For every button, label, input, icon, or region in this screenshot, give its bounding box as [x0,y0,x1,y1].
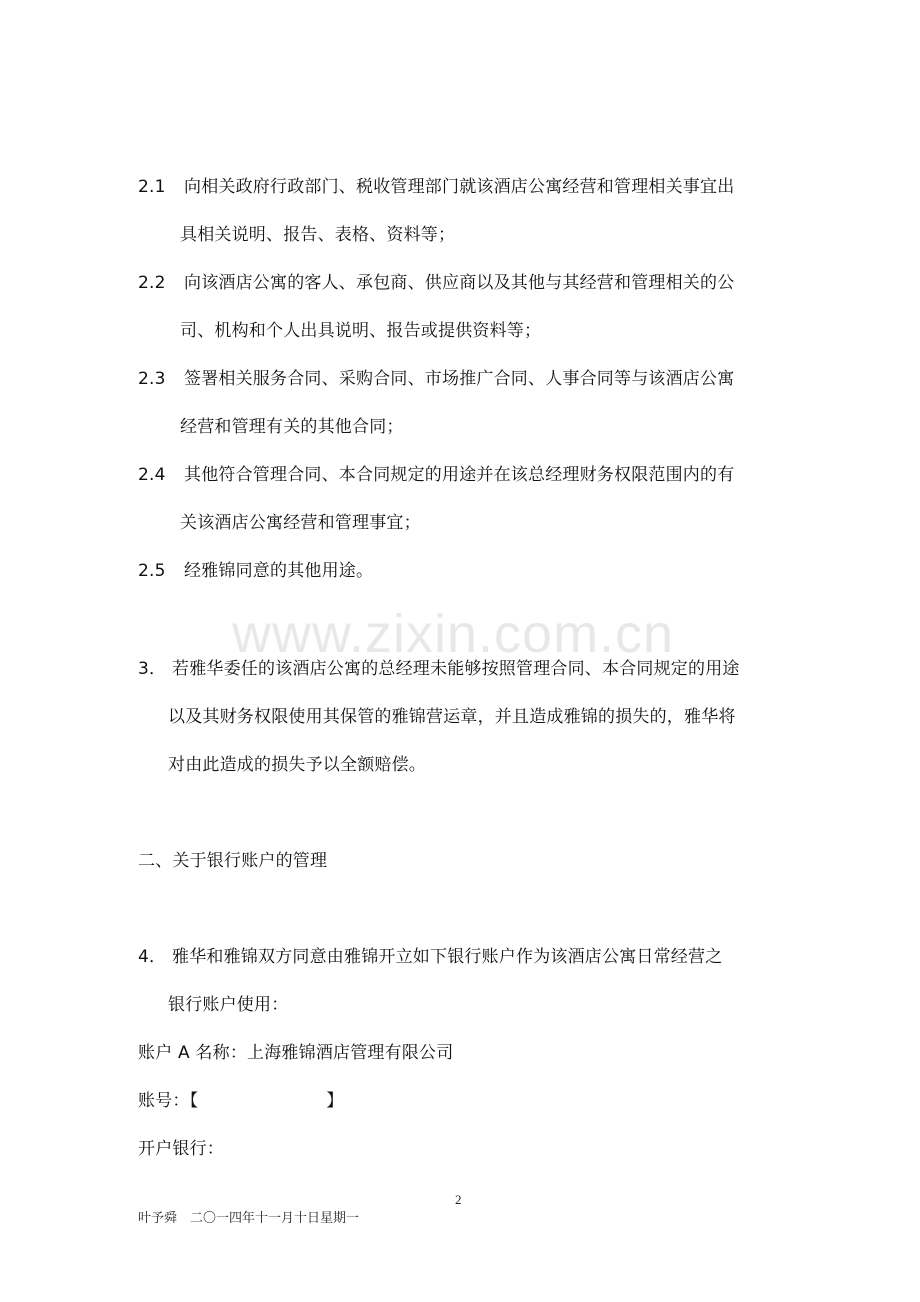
item-2-5-line1 [138,559,373,583]
item-2-1-line1 [138,175,734,199]
account-name: 账户 A 名称：上海雅锦酒店管理有限公司 [138,1043,454,1063]
clause-3-line1 [138,657,740,681]
item-2-2-line2: 司、机构和个人出具说明、报告或提供资料等； [180,321,542,341]
clause-3-line3: 对由此造成的损失予以全额赔偿。 [168,755,426,775]
clause-4-line1 [138,945,722,969]
item-2-2-line1 [138,271,734,295]
clause-3-line2: 以及其财务权限使用其保管的雅锦营运章，并且造成雅锦的损失的，雅华将 [168,707,736,727]
item-text: 经雅锦同意的其他用途。 [184,561,374,581]
item-2-3-line2: 经营和管理有关的其他合同； [180,417,404,437]
clause-text: 若雅华委任的该酒店公寓的总经理未能够按照管理合同、本合同规定的用途 [172,659,740,679]
bank-label: 开户银行： [138,1139,224,1159]
item-number: 2.1 [138,177,166,197]
account-number-close: 】 [326,1091,344,1111]
footer-author-date: 叶予舜 二〇一四年十一月十日星期一 [138,1210,360,1225]
clause-text: 雅华和雅锦双方同意由雅锦开立如下银行账户作为该酒店公寓日常经营之 [172,947,723,967]
clause-4-line2: 银行账户使用： [168,995,289,1015]
item-number: 2.3 [138,369,166,389]
item-2-3-line1 [138,367,734,391]
account-number-line [138,1089,344,1113]
section-heading: 二、关于银行账户的管理 [138,851,328,871]
item-2-4-line1 [138,463,734,487]
item-text: 向相关政府行政部门、税收管理部门就该酒店公寓经营和管理相关事宜出 [184,177,735,197]
item-2-1-line2: 具相关说明、报告、表格、资料等； [180,225,456,245]
account-number-label: 账号：【 [138,1091,199,1111]
clause-number: 4． [138,947,167,967]
item-text: 签署相关服务合同、采购合同、市场推广合同、人事合同等与该酒店公寓 [184,369,735,389]
clause-number: 3． [138,659,167,679]
item-number: 2.2 [138,273,166,293]
item-2-4-line2: 关该酒店公寓经营和管理事宜； [180,513,421,533]
item-text: 其他符合管理合同、本合同规定的用途并在该总经理财务权限范围内的有 [184,465,735,485]
watermark: www.zixin.com.cn [232,604,675,664]
item-number: 2.4 [138,465,166,485]
item-text: 向该酒店公寓的客人、承包商、供应商以及其他与其经营和管理相关的公 [184,273,735,293]
item-number: 2.5 [138,561,166,581]
page-number: 2 [455,1192,462,1207]
